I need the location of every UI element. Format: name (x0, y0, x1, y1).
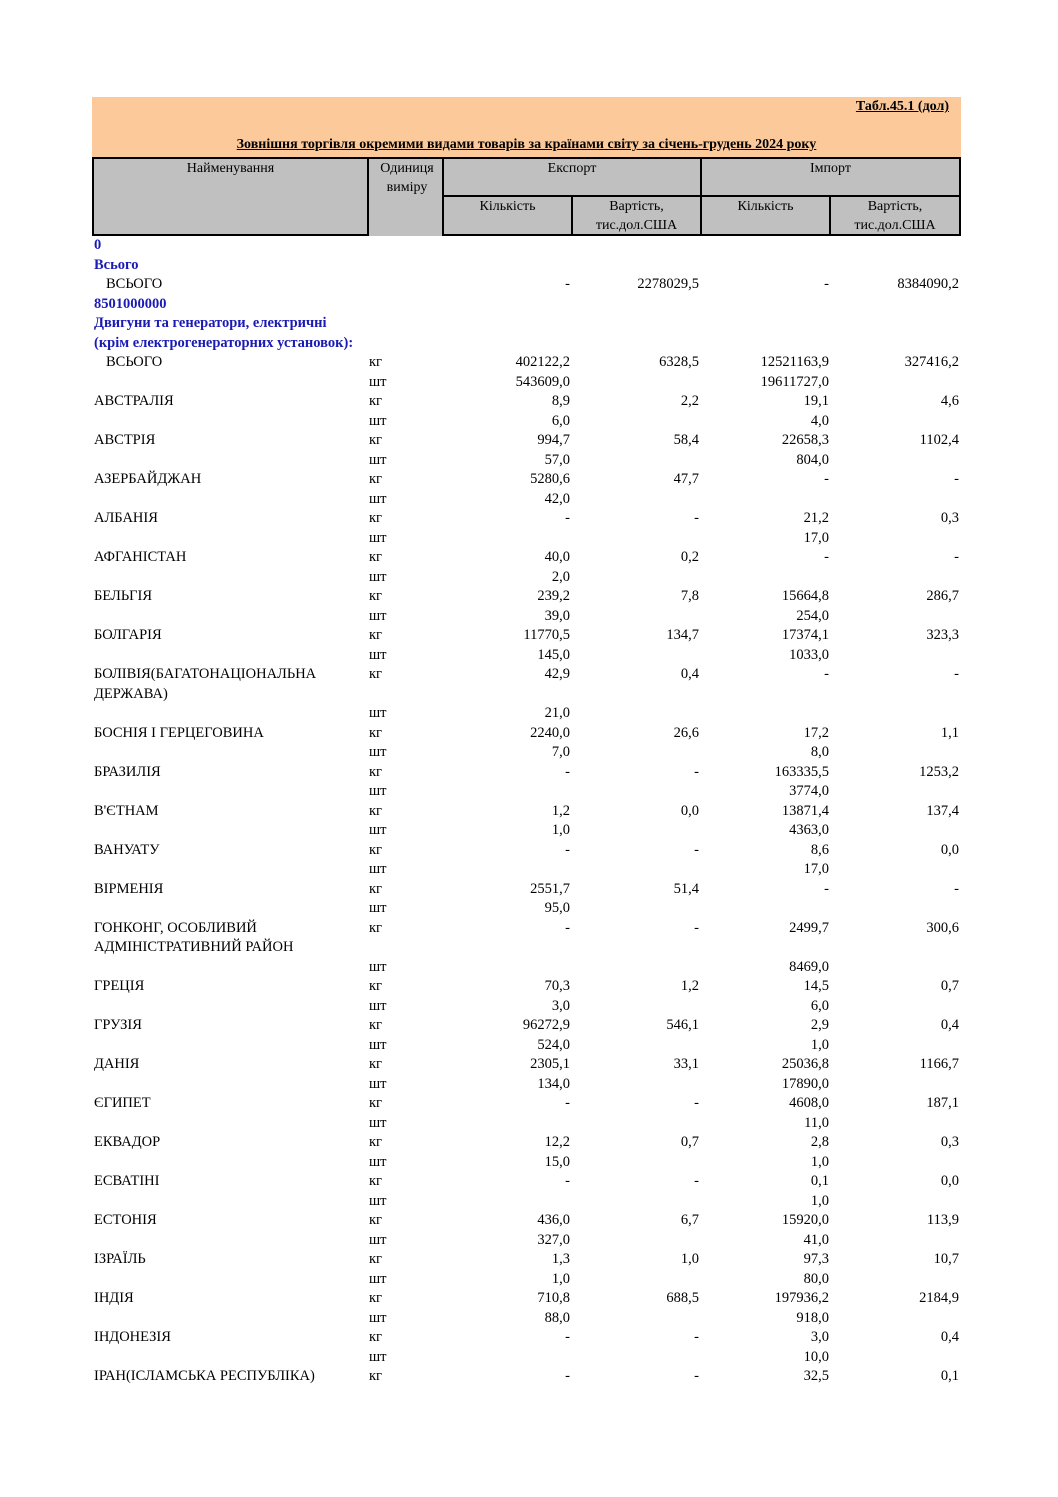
export-quantity: 5280,6 (530, 471, 570, 487)
import-value: 0,7 (940, 978, 959, 994)
table-row (92, 587, 961, 607)
import-value: - (954, 471, 959, 487)
unit-cell: шт (369, 451, 387, 468)
import-quantity: 1,0 (810, 1036, 829, 1053)
export-value: 2,2 (680, 393, 699, 409)
export-quantity: 12,2 (544, 1134, 570, 1150)
country-name: ДЕРЖАВА) (94, 685, 168, 702)
header-export-qty: Кількість (442, 195, 573, 236)
unit-cell: кг (369, 393, 382, 409)
table-row (92, 1153, 961, 1173)
table-row (92, 548, 961, 568)
export-value: - (694, 1173, 699, 1189)
export-value: - (694, 919, 699, 936)
table-row (92, 626, 961, 646)
import-value: 0,4 (940, 1329, 959, 1345)
unit-cell: шт (369, 1270, 387, 1287)
table-row (92, 958, 961, 978)
table-row (92, 1055, 961, 1075)
table-row (92, 412, 961, 432)
export-quantity: - (565, 1329, 570, 1345)
unit-cell: кг (369, 724, 382, 741)
export-value: 0,0 (680, 802, 699, 819)
import-value: 187,1 (926, 1095, 959, 1111)
export-value: 6328,5 (659, 354, 699, 370)
section-code: 0 (94, 237, 102, 253)
export-quantity: 1,3 (551, 1251, 570, 1267)
country-name: АФГАНІСТАН (94, 549, 187, 565)
import-value: 113,9 (926, 1212, 959, 1228)
table-row (92, 821, 961, 841)
country-name: ВСЬОГО (106, 354, 163, 370)
country-name: ІНДОНЕЗІЯ (94, 1329, 171, 1345)
table-row (92, 451, 961, 471)
unit-cell: шт (369, 1075, 387, 1092)
table-row (92, 529, 961, 549)
country-name: ВАНУАТУ (94, 841, 160, 858)
header-unit: Одиниця виміру (367, 157, 445, 197)
export-value: 1,2 (680, 978, 699, 994)
table-row (92, 1192, 961, 1212)
unit-cell: кг (369, 880, 382, 897)
table-row (92, 1036, 961, 1056)
country-name: АДМІНІСТРАТИВНИЙ РАЙОН (94, 939, 294, 955)
import-value: 1253,2 (919, 763, 959, 780)
unit-cell: шт (369, 568, 387, 585)
table-row (92, 1094, 961, 1114)
import-quantity: 10,0 (803, 1348, 829, 1365)
table-row (92, 607, 961, 627)
import-quantity: 6,0 (810, 997, 829, 1014)
import-quantity: 19611727,0 (760, 373, 829, 390)
section-title: Всього (94, 256, 139, 273)
export-quantity: 994,7 (537, 432, 570, 448)
unit-cell: кг (369, 510, 382, 526)
export-value: 58,4 (673, 432, 699, 448)
unit-cell: шт (369, 1348, 387, 1365)
export-quantity: 96272,9 (522, 1017, 570, 1033)
export-quantity: 2551,7 (530, 880, 570, 897)
import-quantity: 0,1 (810, 1173, 829, 1189)
header-export: Експорт (442, 157, 702, 197)
export-value: 0,2 (680, 549, 699, 565)
table-row (92, 1250, 961, 1270)
unit-cell: шт (369, 1153, 387, 1170)
country-name: ЕСВАТІНІ (94, 1173, 160, 1189)
import-quantity: 21,2 (803, 510, 829, 526)
unit-cell: кг (369, 1173, 382, 1189)
unit-cell: кг (369, 1329, 382, 1345)
import-quantity: 15920,0 (781, 1212, 829, 1228)
import-quantity: 19,1 (803, 393, 829, 409)
unit-cell: шт (369, 646, 387, 663)
table-header (92, 157, 961, 236)
import-quantity: 25036,8 (781, 1056, 829, 1072)
table-reference: Табл.45.1 (дол) (855, 99, 949, 114)
table-row (92, 1367, 961, 1387)
export-quantity: 2,0 (551, 568, 570, 585)
export-quantity: 15,0 (544, 1153, 570, 1170)
country-name: ІНДІЯ (94, 1290, 134, 1306)
table-row (92, 1075, 961, 1095)
section-code: 8501000000 (94, 295, 167, 312)
header-export-value: Вартість, тис.дол.США (571, 195, 702, 236)
export-value: 0,7 (680, 1134, 699, 1150)
import-value: - (954, 549, 959, 565)
import-quantity: 4363,0 (789, 822, 829, 838)
export-value: - (694, 1368, 699, 1384)
table-row (92, 704, 961, 724)
export-quantity: 1,2 (551, 802, 570, 819)
export-quantity: 6,0 (551, 412, 570, 429)
import-quantity: 804,0 (796, 451, 829, 468)
table-row (92, 353, 961, 373)
country-name: ІЗРАЇЛЬ (94, 1251, 146, 1267)
export-quantity: 710,8 (537, 1290, 570, 1306)
export-quantity: 21,0 (544, 705, 570, 721)
country-name: ВІРМЕНІЯ (94, 880, 164, 897)
import-value: 0,3 (940, 1134, 959, 1150)
title-banner (92, 97, 961, 157)
import-quantity: - (824, 471, 829, 487)
table-row (92, 763, 961, 783)
table-row (92, 1211, 961, 1231)
import-value: 0,0 (940, 1173, 959, 1189)
table-row (92, 919, 961, 939)
import-value: 0,4 (940, 1017, 959, 1033)
unit-cell: кг (369, 588, 382, 604)
country-name: ГРУЗІЯ (94, 1017, 142, 1033)
import-quantity: 2,9 (810, 1017, 829, 1033)
table-row (92, 275, 961, 295)
export-value: - (694, 1095, 699, 1111)
export-quantity: 42,0 (544, 490, 570, 507)
country-name: ЕКВАДОР (94, 1134, 161, 1150)
unit-cell: кг (369, 1095, 382, 1111)
unit-cell: шт (369, 783, 387, 799)
unit-cell: кг (369, 1056, 382, 1072)
table-row (92, 1114, 961, 1134)
export-value: 7,8 (680, 588, 699, 604)
table-row (92, 841, 961, 861)
export-value: 51,4 (673, 880, 699, 897)
country-name: ЄГИПЕТ (94, 1095, 151, 1111)
country-name: БОЛГАРІЯ (94, 627, 162, 643)
unit-cell: шт (369, 861, 387, 877)
import-quantity: - (824, 880, 829, 897)
unit-cell: кг (369, 1212, 382, 1228)
header-import-qty: Кількість (700, 195, 831, 236)
export-value: - (694, 510, 699, 526)
import-quantity: - (824, 666, 829, 682)
import-quantity: 1,0 (810, 1153, 829, 1170)
unit-cell: кг (369, 919, 382, 936)
export-quantity: 39,0 (544, 607, 570, 624)
unit-cell: кг (369, 978, 382, 994)
export-value: 6,7 (680, 1212, 699, 1228)
export-quantity: 42,9 (544, 666, 570, 682)
export-quantity: 2240,0 (530, 724, 570, 741)
table-row (92, 860, 961, 880)
table-row (92, 646, 961, 666)
import-quantity: 11,0 (804, 1114, 829, 1131)
export-value: 1,0 (680, 1251, 699, 1267)
table-row (92, 1270, 961, 1290)
unit-cell: кг (369, 802, 382, 819)
export-quantity: 1,0 (551, 822, 570, 838)
unit-cell: шт (369, 900, 387, 916)
import-value: 1166,7 (919, 1056, 959, 1072)
export-quantity: 543609,0 (515, 373, 570, 390)
export-quantity: 436,0 (537, 1212, 570, 1228)
table-row (92, 509, 961, 529)
export-quantity: 134,0 (537, 1075, 570, 1092)
import-value: - (954, 880, 959, 897)
import-quantity: 13871,4 (781, 802, 829, 819)
import-quantity: 14,5 (803, 978, 829, 994)
export-quantity: - (565, 510, 570, 526)
unit-cell: кг (369, 763, 382, 780)
country-name: ЕСТОНІЯ (94, 1212, 157, 1228)
unit-cell: шт (369, 412, 387, 429)
export-quantity: 145,0 (537, 646, 570, 663)
export-value: 134,7 (666, 627, 699, 643)
unit-cell: кг (369, 1134, 382, 1150)
import-quantity: 3,0 (810, 1329, 829, 1345)
unit-cell: шт (369, 1231, 387, 1248)
table-row (92, 997, 961, 1017)
table-row (92, 470, 961, 490)
import-quantity: 8,0 (810, 744, 829, 760)
import-quantity: 97,3 (803, 1251, 829, 1267)
export-quantity: - (565, 276, 570, 292)
unit-cell: шт (369, 490, 387, 507)
export-value: 26,6 (673, 724, 699, 741)
unit-cell: кг (369, 432, 382, 448)
import-value: 0,3 (940, 510, 959, 526)
import-quantity: 17374,1 (781, 627, 829, 643)
export-value: 33,1 (673, 1056, 699, 1072)
import-value: 10,7 (933, 1251, 959, 1267)
import-quantity: 17,0 (803, 529, 829, 546)
unit-cell: кг (369, 1251, 382, 1267)
export-quantity: 2305,1 (530, 1056, 570, 1072)
table-row (92, 373, 961, 393)
country-name: В'ЄТНАМ (94, 802, 159, 819)
table-row (92, 1309, 961, 1329)
import-quantity: 8469,0 (789, 958, 829, 975)
country-name: АЗЕРБАЙДЖАН (94, 471, 202, 487)
unit-cell: кг (369, 471, 382, 487)
import-value: 8384090,2 (897, 276, 959, 292)
table-row (92, 431, 961, 451)
unit-cell: шт (369, 1192, 387, 1209)
export-quantity: 327,0 (537, 1231, 570, 1248)
country-name: ГРЕЦІЯ (94, 978, 145, 994)
table-row (92, 977, 961, 997)
import-quantity: 254,0 (796, 607, 829, 624)
table-row (92, 1172, 961, 1192)
table-row (92, 938, 961, 958)
export-quantity: - (565, 1368, 570, 1384)
table-row (92, 1289, 961, 1309)
country-name: ІРАН(ІСЛАМСЬКА РЕСПУБЛІКА) (94, 1368, 315, 1384)
unit-cell: шт (369, 607, 387, 624)
export-quantity: 57,0 (544, 451, 570, 468)
header-import: Імпорт (700, 157, 961, 197)
table-row (92, 490, 961, 510)
table-row (92, 685, 961, 705)
export-quantity: 70,3 (544, 978, 570, 994)
table-row (92, 880, 961, 900)
country-name: БЕЛЬГІЯ (94, 588, 153, 604)
export-quantity: 1,0 (551, 1270, 570, 1287)
import-quantity: 41,0 (803, 1231, 829, 1248)
import-value: 137,4 (926, 802, 959, 819)
import-quantity: 2,8 (810, 1134, 829, 1150)
table-row (92, 802, 961, 822)
export-value: 688,5 (666, 1290, 699, 1306)
export-value: - (694, 841, 699, 858)
unit-cell: кг (369, 1368, 382, 1384)
country-name: АВСТРАЛІЯ (94, 393, 174, 409)
import-quantity: 1,0 (810, 1192, 829, 1209)
header-import-value: Вартість, тис.дол.США (829, 195, 961, 236)
import-quantity: 80,0 (803, 1270, 829, 1287)
import-quantity: 4608,0 (789, 1095, 829, 1111)
section-title: Двигуни та генератори, електричні (крім електрогенераторних установок): (94, 315, 354, 351)
country-name: БОЛІВІЯ(БАГАТОНАЦІОНАЛЬНА (94, 666, 317, 682)
import-quantity: 32,5 (803, 1368, 829, 1384)
import-quantity: 4,0 (810, 412, 829, 429)
unit-cell: шт (369, 997, 387, 1014)
document-title: Зовнішня торгівля окремими видами товарів за країнами світу за січень-грудень 2024 року (236, 137, 817, 152)
import-quantity: 17,2 (803, 724, 829, 741)
unit-cell: шт (369, 1114, 387, 1131)
unit-cell: шт (369, 1309, 387, 1326)
import-value: 0,1 (940, 1368, 959, 1384)
export-value: 546,1 (666, 1017, 699, 1033)
table-row (92, 1328, 961, 1348)
country-name: БРАЗИЛІЯ (94, 763, 161, 780)
unit-cell: кг (369, 354, 382, 370)
import-quantity: 17,0 (803, 861, 829, 877)
unit-cell: шт (369, 1036, 387, 1053)
country-name: АЛБАНІЯ (94, 510, 158, 526)
import-quantity: 22658,3 (781, 432, 829, 448)
table-row (92, 743, 961, 763)
unit-cell: кг (369, 1290, 382, 1306)
export-value: - (694, 763, 699, 780)
import-quantity: 8,6 (810, 841, 829, 858)
import-value: 0,0 (940, 841, 959, 858)
import-quantity: 2499,7 (789, 919, 829, 936)
unit-cell: шт (369, 373, 387, 390)
import-quantity: - (824, 276, 829, 292)
unit-cell: кг (369, 549, 382, 565)
export-value: 47,7 (673, 471, 699, 487)
import-quantity: 1033,0 (789, 646, 829, 663)
unit-cell: кг (369, 841, 382, 858)
import-value: - (954, 666, 959, 682)
country-name: ВСЬОГО (106, 276, 163, 292)
country-name: БОСНІЯ І ГЕРЦЕГОВИНА (94, 724, 264, 741)
import-quantity: 918,0 (796, 1309, 829, 1326)
unit-cell: кг (369, 627, 382, 643)
table-row (92, 1016, 961, 1036)
export-quantity: - (565, 763, 570, 780)
export-quantity: - (565, 919, 570, 936)
import-quantity: 197936,2 (774, 1290, 829, 1306)
table-row (92, 1133, 961, 1153)
export-quantity: - (565, 1173, 570, 1189)
unit-cell: шт (369, 705, 387, 721)
table-row (92, 665, 961, 685)
export-quantity: 524,0 (537, 1036, 570, 1053)
export-quantity: 402122,2 (515, 354, 570, 370)
export-quantity: 239,2 (537, 588, 570, 604)
export-quantity: 8,9 (551, 393, 570, 409)
export-quantity: 40,0 (544, 549, 570, 565)
export-value: 0,4 (680, 666, 699, 682)
table-row (92, 392, 961, 412)
unit-cell: шт (369, 529, 387, 546)
unit-cell: шт (369, 958, 387, 975)
unit-cell: кг (369, 1017, 382, 1033)
import-value: 300,6 (926, 919, 959, 936)
import-value: 2184,9 (919, 1290, 959, 1306)
export-quantity: 95,0 (544, 900, 570, 916)
table-row (92, 724, 961, 744)
export-quantity: 3,0 (551, 997, 570, 1014)
export-quantity: - (565, 1095, 570, 1111)
import-quantity: 17890,0 (781, 1075, 829, 1092)
unit-cell: шт (369, 822, 387, 838)
import-quantity: - (824, 549, 829, 565)
import-value: 1,1 (940, 724, 959, 741)
country-name: АВСТРІЯ (94, 432, 156, 448)
table-row (92, 1231, 961, 1251)
import-quantity: 163335,5 (774, 763, 829, 780)
export-quantity: 7,0 (551, 744, 570, 760)
import-value: 1102,4 (919, 432, 959, 448)
export-quantity: - (565, 841, 570, 858)
import-value: 327416,2 (904, 354, 959, 370)
table-row (92, 899, 961, 919)
country-name: ДАНІЯ (94, 1056, 140, 1072)
table-row (92, 1348, 961, 1368)
header-name: Найменування (92, 157, 369, 236)
table-row (92, 568, 961, 588)
import-value: 4,6 (940, 393, 959, 409)
unit-cell: кг (369, 666, 382, 682)
export-value: 2278029,5 (637, 276, 699, 292)
import-quantity: 15664,8 (781, 588, 829, 604)
country-name: ГОНКОНГ, ОСОБЛИВИЙ (94, 919, 257, 936)
import-value: 286,7 (926, 588, 959, 604)
table-body (92, 236, 961, 1387)
export-quantity: 11770,5 (523, 627, 570, 643)
unit-cell: шт (369, 744, 387, 760)
import-quantity: 12521163,9 (760, 354, 829, 370)
export-quantity: 88,0 (544, 1309, 570, 1326)
table-row (92, 782, 961, 802)
import-value: 323,3 (926, 627, 959, 643)
export-value: - (694, 1329, 699, 1345)
import-quantity: 3774,0 (789, 783, 829, 799)
